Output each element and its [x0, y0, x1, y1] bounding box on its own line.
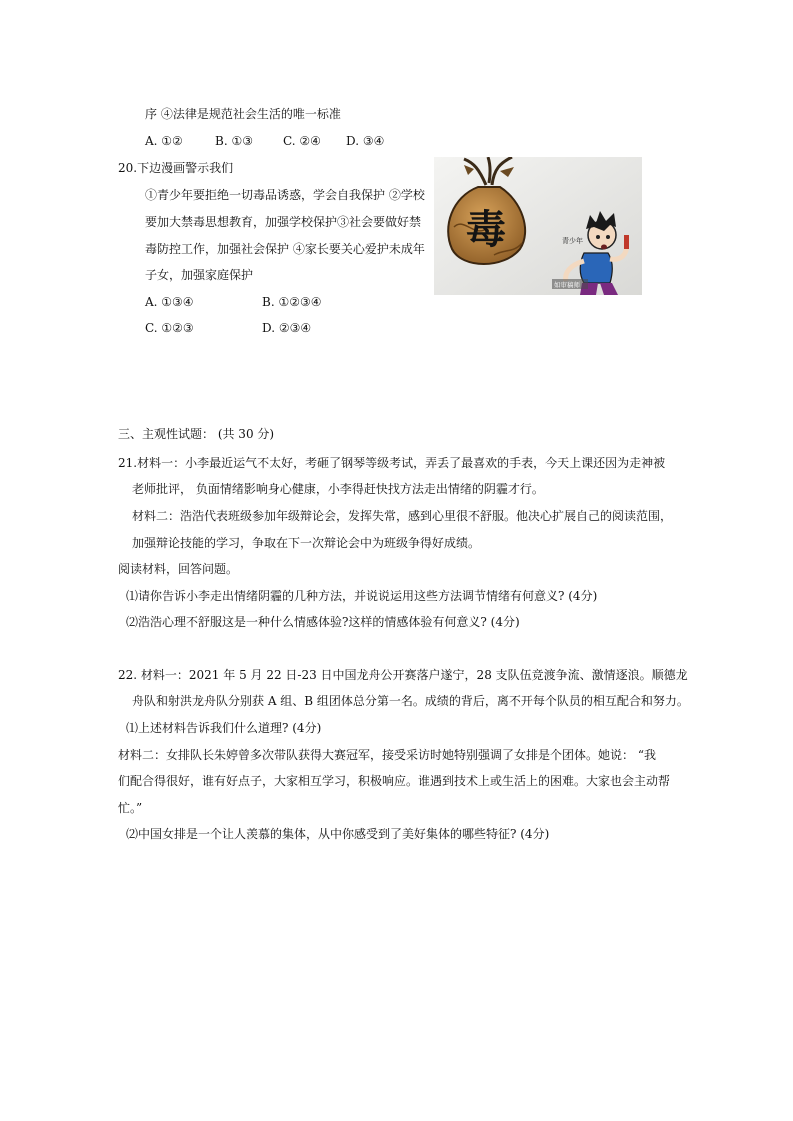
q19-statement-4: 序 ④法律是规范社会生活的唯一标准: [145, 107, 341, 121]
q21-material-1-line-2: 老师批评， 负面情绪影响身心健康，小李得赶快找方法走出情绪的阴霾才行。: [132, 482, 544, 496]
bag-character: 毒: [466, 207, 506, 253]
q22-material-2-line-3: 忙。”: [118, 801, 143, 815]
q19-option-a[interactable]: A. ①②: [145, 134, 183, 148]
cartoon-label: 青少年: [562, 237, 583, 245]
q20-option-c[interactable]: C. ①②③: [145, 321, 194, 335]
drug-warning-cartoon: [434, 157, 642, 295]
q21-material-1-line-1: 21.材料一：小李最近运气不太好，考砸了钢琴等级考试，弄丢了最喜欢的手表，今天上课还因为走神被: [118, 456, 666, 470]
q21-instruction: 阅读材料，回答问题。: [118, 562, 239, 576]
q20-line-3: 毒防控工作，加强社会保护 ④家长要关心爱护未成年: [145, 242, 425, 256]
q21-question-2: ⑵浩浩心理不舒服这是一种什么情感体验?这样的情感体验有何意义? (4分): [126, 615, 520, 629]
q20-line-1: ①青少年要拒绝一切毒品诱惑，学会自我保护 ②学校: [145, 188, 425, 202]
q20-line-4: 子女，加强家庭保护: [145, 268, 254, 282]
q22-question-1: ⑴上述材料告诉我们什么道理? (4分): [126, 721, 322, 735]
q20-option-b[interactable]: B. ①②③④: [262, 295, 322, 309]
q20-option-d[interactable]: D. ②③④: [262, 321, 312, 335]
q22-material-2-line-1: 材料二：女排队长朱婷曾多次带队获得大赛冠军，接受采访时她特别强调了女排是个团体。她说： “我: [118, 748, 656, 762]
q22-material-1-line-2: 舟队和射洪龙舟队分别获 A 组、B 组团体总分第一名。成绩的背后，离不开每个队员的相互配合和努力。: [132, 694, 689, 708]
q22-material-2-line-2: 们配合得很好，谁有好点子，大家相互学习，积极响应。谁遇到技术上或生活上的困难。大家也会主动帮: [118, 774, 671, 788]
q22-material-1-line-1: 22. 材料一：2021 年 5 月 22 日-23 日中国龙舟公开赛落户遂宁，28 支队伍竞渡争流、激情逐浪。顺德龙: [118, 668, 688, 682]
q21-material-2-line-1: 材料二：浩浩代表班级参加年级辩论会，发挥失常，感到心里很不舒服。他决心扩展自己的阅读范围，: [132, 509, 673, 523]
q19-option-d[interactable]: D. ③④: [346, 134, 385, 148]
q20-line-2: 要加大禁毒思想教育，加强学校保护③社会要做好禁: [145, 215, 422, 229]
q19-option-b[interactable]: B. ①③: [215, 134, 253, 148]
boy-shirt: [580, 253, 612, 283]
q19-option-c[interactable]: C. ②④: [283, 134, 321, 148]
q20-option-a[interactable]: A. ①③④: [145, 295, 194, 309]
q21-material-2-line-2: 加强辩论技能的学习，争取在下一次辩论会中为班级争得好成绩。: [132, 536, 481, 550]
q21-question-1: ⑴请你告诉小李走出情绪阴霾的几种方法，并说说运用这些方法调节情绪有何意义? (4分): [126, 589, 598, 603]
q22-question-2: ⑵中国女排是一个让人羡慕的集体，从中你感受到了美好集体的哪些特征? (4分): [126, 827, 550, 841]
section-3-title: 三、主观性试题： (共 30 分): [118, 427, 275, 441]
q20-title: 20.下边漫画警示我们: [118, 161, 234, 175]
red-card: [624, 235, 629, 249]
cartoon-credit: 如审稿师: [554, 281, 580, 289]
